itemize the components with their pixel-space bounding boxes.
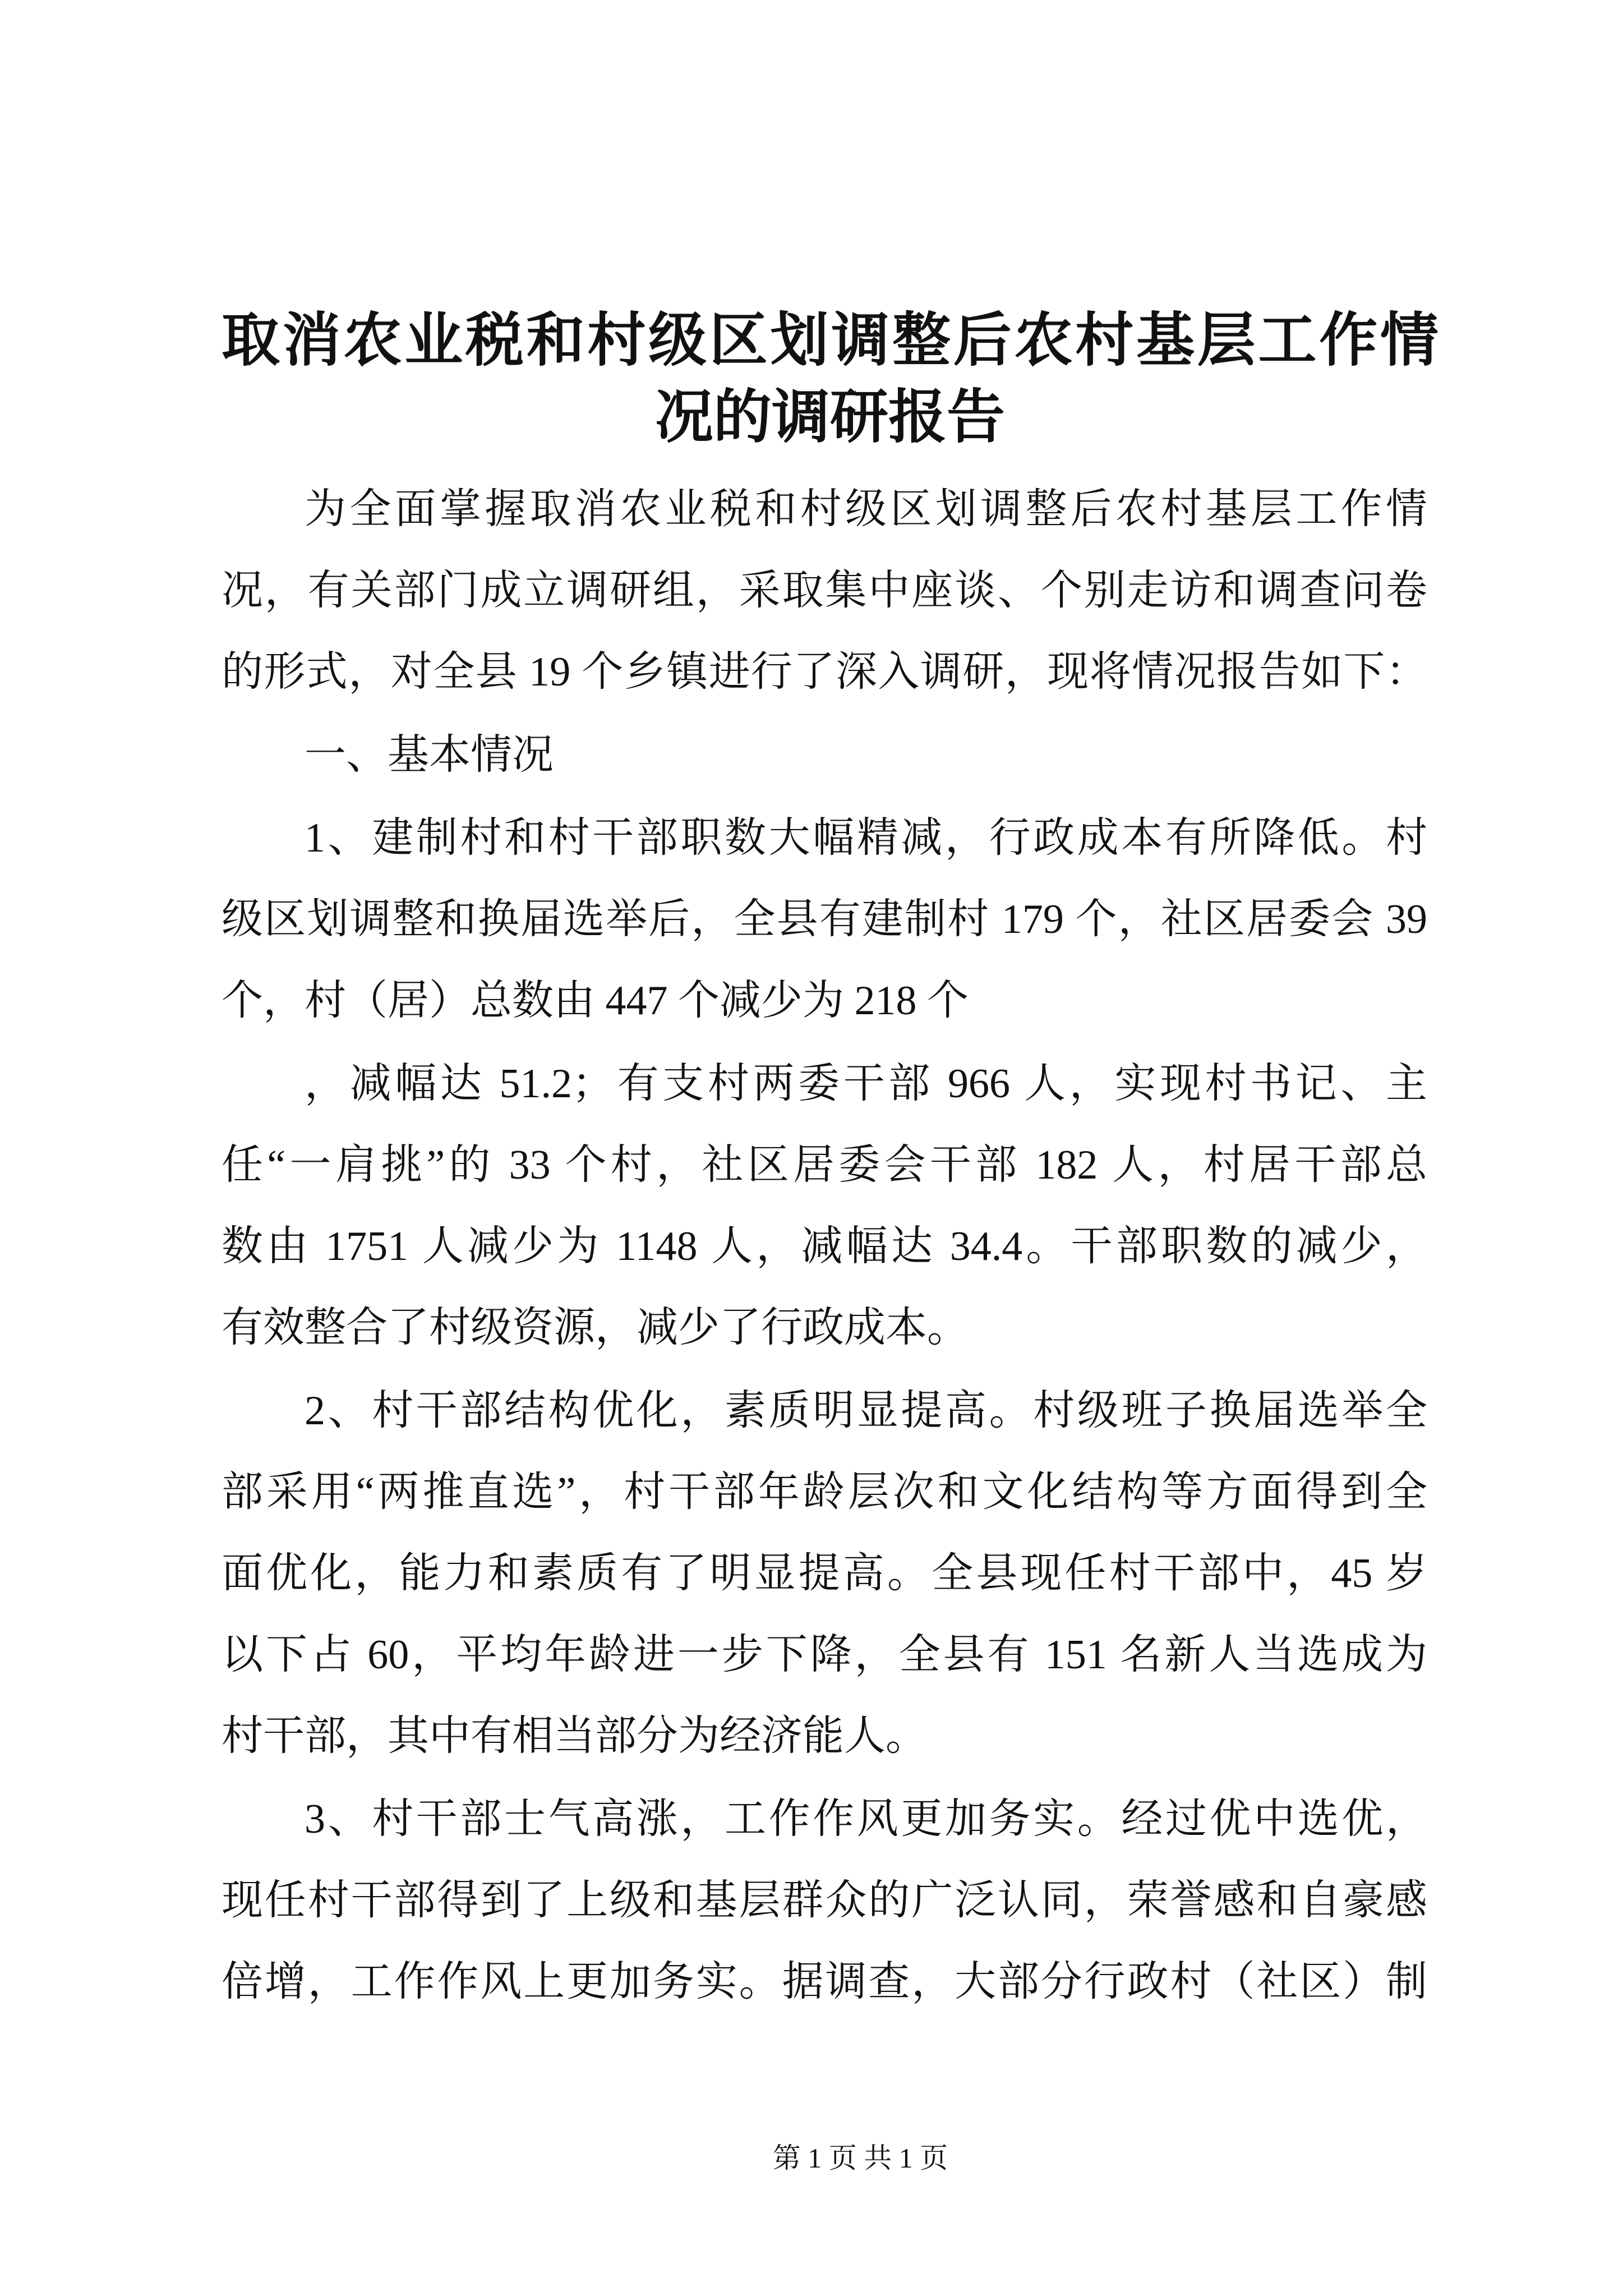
item-2-paragraph [222,1370,1427,1777]
paragraph-line: 1、建制村和村干部职数大幅精减，行政成本有所降低。村 [305,815,1427,861]
paragraph-line: 倍增，工作作风上更加务实。据调查，大部分行政村（社区）制 [222,1959,1427,2005]
item-3-paragraph [222,1779,1427,2023]
document-title [222,301,1438,455]
paragraph-line: 个，村（居）总数由 447 个减少为 218 个 [222,978,969,1024]
paragraph-line: 数由 1751 人减少为 1148 人，减幅达 34.4。干部职数的减少， [222,1223,1427,1269]
paragraph-line: 2、村干部结构优化，素质明显提高。村级班子换届选举全 [305,1388,1427,1434]
item-1-paragraph [222,798,1427,1042]
document-body [222,469,1427,2023]
paragraph-line: 面优化，能力和素质有了明显提高。全县现任村干部中，45 岁 [222,1550,1427,1596]
paragraph-line: 任“一肩挑”的 33 个村，社区居委会干部 182 人，村居干部总 [222,1142,1427,1188]
paragraph-line: 村干部，其中有相当部分为经济能人。 [222,1713,927,1759]
section-heading-text: 一、基本情况 [305,732,554,778]
section-heading [222,715,1427,796]
paragraph-line: 现任村干部得到了上级和基层群众的广泛认同，荣誉感和自豪感 [222,1878,1427,1924]
title-line: 取消农业税和村级区划调整后农村基层工作情 [222,305,1438,374]
page-number-footer: 第 1 页 共 1 页 [772,2142,948,2174]
paragraph-line: 以下占 60，平均年龄进一步下降，全县有 151 名新人当选成为 [222,1632,1427,1678]
paragraph-line: 有效整合了村级资源，减少了行政成本。 [222,1305,969,1351]
intro-paragraph [222,469,1427,713]
paragraph-line: 况，有关部门成立调研组，采取集中座谈、个别走访和调查问卷 [222,568,1427,614]
paragraph-line: 为全面掌握取消农业税和村级区划调整后农村基层工作情 [305,486,1427,532]
paragraph-line: 3、村干部士气高涨，工作作风更加务实。经过优中选优， [305,1796,1427,1842]
item-1-continuation-paragraph [222,1043,1427,1369]
title-line: 况的调研报告 [654,382,1005,451]
paragraph-line: 级区划调整和换届选举后，全县有建制村 179 个，社区居委会 39 [222,896,1427,942]
paragraph-line: 部采用“两推直选”，村干部年龄层次和文化结构等方面得到全 [222,1469,1427,1515]
paragraph-line: 的形式，对全县 19 个乡镇进行了深入调研，现将情况报告如下： [222,649,1427,695]
paragraph-line: ，减幅达 51.2；有支村两委干部 966 人，实现村书记、主 [305,1061,1427,1107]
